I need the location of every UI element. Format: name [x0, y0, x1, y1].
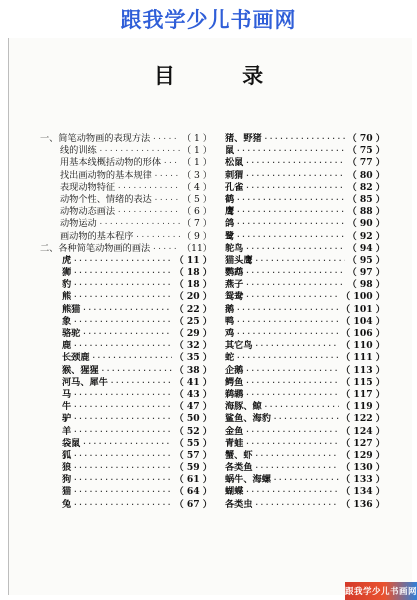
toc-entry [40, 218, 212, 230]
toc-entry [225, 328, 385, 340]
toc-entry-page: （ 92 ） [347, 230, 385, 242]
toc-entry-page: （ 106 ） [341, 328, 385, 339]
toc-entry-page: （ 57 ） [174, 449, 212, 461]
toc-leader-dots [73, 486, 172, 498]
toc-entry-page: （ 113 ） [341, 364, 385, 376]
toc-entry-title: 动物运动 [60, 218, 97, 230]
toc-leader-dots [245, 279, 345, 291]
toc-entry [40, 255, 212, 267]
toc-entry-title: 狮 [62, 267, 72, 279]
toc-entry-title: 兔 [62, 498, 72, 510]
toc-entry [40, 206, 212, 218]
toc-entry-title: 其它鸟 [225, 340, 253, 352]
toc-entry [40, 499, 212, 511]
toc-entry [40, 413, 212, 425]
toc-leader-dots [82, 438, 172, 450]
toc-entry-page: （ 85 ） [347, 193, 385, 205]
toc-entry-title: 鹤 [225, 193, 235, 205]
toc-entry-page: （ 50 ） [174, 413, 212, 425]
toc-leader-dots [73, 316, 172, 328]
toc-entry-title: 鹭 [225, 230, 235, 242]
toc-right-column [225, 133, 385, 511]
toc-entry [40, 426, 212, 438]
toc-entry-page: （ 47 ） [174, 401, 212, 413]
toc-entry-page: （ 6 ） [181, 206, 212, 218]
toc-leader-dots [73, 474, 172, 486]
toc-entry [225, 438, 385, 450]
toc-leader-dots [245, 438, 339, 450]
toc-leader-dots [73, 413, 172, 425]
toc-entry-page: （ 136 ） [341, 498, 385, 510]
toc-entry [225, 267, 385, 279]
toc-entry-page: （ 94 ） [347, 242, 385, 254]
toc-entry [40, 365, 212, 377]
toc-leader-dots [152, 243, 180, 255]
toc-entry [225, 365, 385, 377]
toc-entry-page: （ 80 ） [347, 169, 385, 181]
toc-entry-page: （ 59 ） [174, 462, 212, 474]
toc-entry-title: 猴、猩猩 [62, 364, 99, 376]
toc-entry-title: 表现动物特征 [60, 181, 116, 193]
toc-entry [40, 474, 212, 486]
toc-leader-dots [264, 401, 339, 413]
toc-entry [40, 389, 212, 401]
toc-leader-dots [101, 365, 173, 377]
toc-entry [225, 194, 385, 206]
toc-entry-title: 二、各种简笔动物画的画法 [40, 242, 151, 254]
toc-entry [225, 157, 385, 169]
toc-entry-page: （ 1 ） [181, 133, 212, 144]
toc-entry-page: （ 32 ） [174, 340, 212, 352]
toc-leader-dots [73, 279, 172, 291]
toc-entry-title: 鹈鹕 [225, 388, 244, 400]
toc-leader-dots [82, 304, 172, 316]
toc-entry-title: 鲨鱼、海豹 [225, 413, 271, 425]
toc-entry [225, 170, 385, 182]
toc-entry-page: （ 9 ） [181, 230, 212, 242]
toc-entry-title: 熊 [62, 291, 72, 303]
toc-entry [40, 486, 212, 498]
toc-entry [40, 182, 212, 194]
toc-entry-title: 蝴蝶 [225, 486, 244, 498]
toc-entry-page: （ 29 ） [174, 328, 212, 339]
toc-entry-title: 动物个性、情绪的表达 [60, 193, 152, 205]
toc-entry [40, 267, 212, 279]
toc-leader-dots [154, 170, 180, 182]
toc-leader-dots [136, 231, 180, 243]
toc-leader-dots [255, 462, 339, 474]
toc-entry [225, 304, 385, 316]
toc-entry-page: （ 5 ） [181, 193, 212, 205]
toc-leader-dots [152, 133, 180, 145]
toc-entry-page: （ 111 ） [341, 352, 385, 364]
toc-entry-page: （ 101 ） [341, 303, 385, 315]
toc-leader-dots [273, 474, 339, 486]
toc-entry-title: 长颈鹿 [62, 352, 90, 364]
toc-leader-dots [163, 157, 180, 169]
toc-entry-title: 狗 [62, 474, 72, 486]
toc-entry-page: （ 124 ） [341, 425, 385, 437]
toc-entry-page: （ 61 ） [174, 474, 212, 486]
toc-leader-dots [73, 450, 172, 462]
toc-entry [225, 486, 385, 498]
toc-entry-page: （ 43 ） [174, 388, 212, 400]
toc-entry-title: 象 [62, 315, 72, 327]
toc-entry-page: （ 77 ） [347, 157, 385, 169]
toc-entry [40, 352, 212, 364]
toc-entry-page: （ 70 ） [347, 133, 385, 144]
toc-entry-page: （ 20 ） [174, 291, 212, 303]
toc-entry [225, 291, 385, 303]
toc-entry-page: （ 18 ） [174, 279, 212, 291]
toc-entry-title: 狐 [62, 449, 72, 461]
toc-entry-title: 鸵鸟 [225, 242, 244, 254]
toc-entry-page: （ 115 ） [341, 376, 385, 388]
toc-leader-dots [73, 389, 172, 401]
toc-entry-page: （ 130 ） [341, 462, 385, 474]
toc-entry-title: 蛇 [225, 352, 235, 364]
toc-entry-page: （ 97 ） [347, 267, 385, 279]
toc-entry [225, 377, 385, 389]
site-banner: 跟我学少儿书画网 [120, 8, 297, 32]
toc-entry [40, 194, 212, 206]
toc-leader-dots [236, 352, 339, 364]
toc-entry-page: （ 55 ） [174, 437, 212, 449]
toc-entry-page: （ 7 ） [181, 218, 212, 230]
toc-entry-title: 鹰 [225, 206, 235, 218]
toc-entry-page: （ 22 ） [174, 303, 212, 315]
toc-entry [225, 474, 385, 486]
toc-entry-title: 鸡 [225, 328, 235, 339]
toc-entry-title: 孔雀 [225, 181, 244, 193]
toc-leader-dots [73, 291, 172, 303]
toc-entry [40, 450, 212, 462]
toc-entry-title: 羊 [62, 425, 72, 437]
toc-entry [40, 340, 212, 352]
toc-entry [40, 291, 212, 303]
toc-entry-page: （ 35 ） [174, 352, 212, 364]
toc-entry [40, 401, 212, 413]
toc-leader-dots [245, 267, 345, 279]
toc-entry [225, 389, 385, 401]
toc-entry-page: （ 117 ） [341, 388, 385, 400]
toc-leader-dots [117, 206, 180, 218]
toc-leader-dots [73, 462, 172, 474]
toc-entry [225, 462, 385, 474]
toc-entry-page: （ 100 ） [341, 291, 385, 303]
toc-entry-title: 蜗牛、海螺 [225, 474, 271, 486]
toc-entry-title: 鹦鹉 [225, 267, 244, 279]
toc-entry [40, 462, 212, 474]
toc-entry [225, 316, 385, 328]
toc-entry-page: （ 1 ） [181, 157, 212, 169]
toc-leader-dots [245, 426, 339, 438]
toc-entry-page: （ 90 ） [347, 218, 385, 230]
toc-leader-dots [236, 145, 345, 157]
toc-entry [225, 450, 385, 462]
toc-entry-title: 骆驼 [62, 328, 81, 339]
toc-entry-title: 用基本线概括动物的形体 [60, 157, 162, 169]
toc-entry [225, 413, 385, 425]
toc-entry-title: 找出画动物的基本规律 [60, 169, 152, 181]
toc-entry [40, 157, 212, 169]
toc-entry-page: （ 104 ） [341, 315, 385, 327]
toc-entry-page: （ 1 ） [181, 145, 212, 157]
toc-entry-title: 马 [62, 388, 72, 400]
toc-entry-title: 海豚、鲸 [225, 401, 262, 413]
toc-leader-dots [92, 352, 173, 364]
toc-leader-dots [255, 450, 339, 462]
toc-entry-title: 鸳鸯 [225, 291, 244, 303]
toc-leader-dots [99, 218, 180, 230]
toc-entry-title: 各类鱼 [225, 462, 253, 474]
toc-leader-dots [245, 170, 345, 182]
toc-leader-dots [236, 231, 345, 243]
toc-entry-title: 一、简笔动物画的表现方法 [40, 133, 151, 144]
toc-entry [40, 243, 212, 255]
toc-entry-title: 豹 [62, 279, 72, 291]
toc-entry-page: （ 67 ） [174, 498, 212, 510]
toc-leader-dots [73, 499, 172, 511]
toc-leader-dots [236, 328, 339, 340]
toc-entry [225, 426, 385, 438]
toc-entry-page: （ 129 ） [341, 449, 385, 461]
toc-leader-dots [255, 255, 346, 267]
toc-entry [225, 352, 385, 364]
toc-entry-page: （ 88 ） [347, 206, 385, 218]
toc-entry-page: （ 52 ） [174, 425, 212, 437]
toc-entry [225, 133, 385, 145]
toc-leader-dots [73, 401, 172, 413]
toc-entry-title: 企鹅 [225, 364, 244, 376]
toc-leader-dots [236, 194, 345, 206]
toc-entry [225, 182, 385, 194]
toc-entry [225, 401, 385, 413]
toc-leader-dots [245, 377, 339, 389]
toc-entry-page: （ 11 ） [174, 254, 212, 266]
toc-entry-title: 金鱼 [225, 425, 244, 437]
toc-entry-title: 鼠 [225, 145, 235, 157]
toc-entry [40, 231, 212, 243]
toc-entry-page: （ 38 ） [174, 364, 212, 376]
toc-entry [225, 279, 385, 291]
toc-entry [40, 328, 212, 340]
toc-leader-dots [245, 243, 345, 255]
toc-entry-title: 鹿 [62, 340, 72, 352]
toc-entry-title: 狼 [62, 462, 72, 474]
toc-leader-dots [245, 486, 339, 498]
toc-leader-dots [73, 426, 172, 438]
toc-entry [40, 279, 212, 291]
toc-entry [40, 170, 212, 182]
toc-entry [225, 231, 385, 243]
toc-entry-title: 熊猫 [62, 303, 81, 315]
toc-entry-page: （ 122 ） [341, 413, 385, 425]
toc-entry-page: （ 119 ） [341, 401, 385, 413]
toc-entry-title: 刺猬 [225, 169, 244, 181]
toc-leader-dots [255, 340, 339, 352]
toc-leader-dots [264, 133, 346, 145]
toc-entry-page: （ 18 ） [174, 267, 212, 279]
toc-left-column [40, 133, 212, 511]
toc-entry-page: （ 64 ） [174, 486, 212, 498]
toc-entry-page: （ 4 ） [181, 181, 212, 193]
toc-entry-title: 蟹、虾 [225, 449, 253, 461]
toc-entry [225, 145, 385, 157]
toc-leader-dots [236, 206, 345, 218]
toc-entry-title: 线的训练 [60, 145, 97, 157]
toc-entry-page: （ 82 ） [347, 181, 385, 193]
toc-leader-dots [73, 267, 172, 279]
toc-entry [40, 145, 212, 157]
toc-leader-dots [245, 182, 345, 194]
toc-entry [40, 438, 212, 450]
toc-entry-title: 河马、犀牛 [62, 376, 108, 388]
toc-entry-title: 动物动态画法 [60, 206, 116, 218]
toc-entry-page: （ 3 ） [181, 169, 212, 181]
toc-leader-dots [245, 389, 339, 401]
toc-leader-dots [82, 328, 172, 340]
toc-leader-dots [245, 365, 339, 377]
toc-entry-title: 虎 [62, 254, 72, 266]
toc-leader-dots [236, 218, 345, 230]
toc-entry-title: 牛 [62, 401, 72, 413]
toc-entry-title: 鸭 [225, 315, 235, 327]
toc-entry-title: 画动物的基本程序 [60, 230, 134, 242]
toc-leader-dots [236, 304, 339, 316]
toc-entry-title: 各类虫 [225, 498, 253, 510]
toc-leader-dots [73, 340, 172, 352]
toc-leader-dots [154, 194, 180, 206]
toc-entry-page: （ 95 ） [347, 254, 385, 266]
toc-entry-page: （ 133 ） [341, 474, 385, 486]
toc-leader-dots [110, 377, 173, 389]
toc-leader-dots [255, 499, 339, 511]
toc-leader-dots [236, 316, 339, 328]
toc-entry-title: 鳄鱼 [225, 376, 244, 388]
toc-entry [225, 340, 385, 352]
toc-entry-title: 燕子 [225, 279, 244, 291]
toc-leader-dots [99, 145, 180, 157]
toc-entry [225, 206, 385, 218]
toc-entry-title: 猪、野猪 [225, 133, 262, 144]
toc-entry-title: 猫 [62, 486, 72, 498]
toc-entry [40, 377, 212, 389]
toc-leader-dots [73, 255, 172, 267]
toc-entry [40, 133, 212, 145]
toc-entry-title: 袋鼠 [62, 437, 81, 449]
toc-entry [225, 218, 385, 230]
toc-entry-title: 青蛙 [225, 437, 244, 449]
toc-entry-page: （ 110 ） [341, 340, 385, 352]
watermark-logo: 跟我学少儿书画网 [345, 582, 417, 600]
toc-leader-dots [273, 413, 339, 425]
toc-entry-title: 驴 [62, 413, 72, 425]
toc-entry-page: （11） [181, 242, 212, 254]
toc-entry [225, 499, 385, 511]
toc-entry-page: （ 134 ） [341, 486, 385, 498]
toc-entry [225, 243, 385, 255]
toc-entry-title: 猫头鹰 [225, 254, 253, 266]
toc-entry [40, 316, 212, 328]
toc-leader-dots [117, 182, 180, 194]
toc-entry-page: （ 75 ） [347, 145, 385, 157]
toc-leader-dots [245, 291, 339, 303]
toc-entry-page: （ 127 ） [341, 437, 385, 449]
toc-entry [40, 304, 212, 316]
toc-leader-dots [245, 157, 345, 169]
toc-entry-page: （ 41 ） [174, 376, 212, 388]
toc-entry-page: （ 25 ） [174, 315, 212, 327]
toc-entry [225, 255, 385, 267]
toc-entry-title: 松鼠 [225, 157, 244, 169]
toc-entry-title: 鹅 [225, 303, 235, 315]
toc-entry-title: 鸽 [225, 218, 235, 230]
toc-entry-page: （ 98 ） [347, 279, 385, 291]
toc-title: 目 录 [153, 63, 294, 88]
